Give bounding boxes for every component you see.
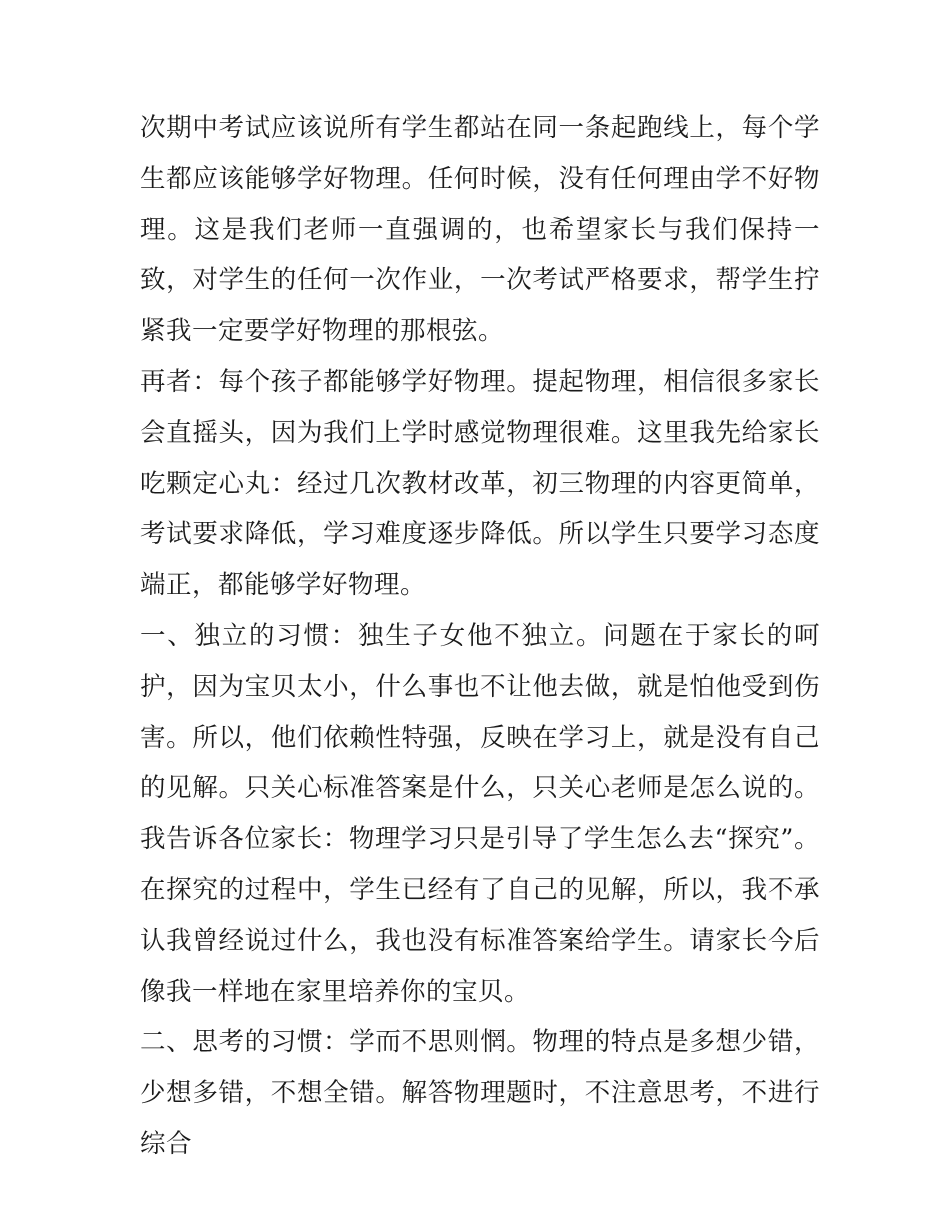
document-body	[140, 103, 820, 1170]
paragraph-every-child: 再者：每个孩子都能够学好物理。提起物理，相信很多家长会直摇头，因为我们上学时感觉物理很难。这里我先给家长吃颗定心丸：经过几次教材改革，初三物理的内容更简单，考试要求降低，学习难度逐步降低。所以学生只要学习态度端正，都能够学好物理。	[140, 366, 820, 601]
paragraph-intro-continuation: 次期中考试应该说所有学生都站在同一条起跑线上，每个学生都应该能够学好物理。任何时候，没有任何理由学不好物理。这是我们老师一直强调的，也希望家长与我们保持一致，对学生的任何一次作业，一次考试严格要求，帮学生拧紧我一定要学好物理的那根弦。	[140, 113, 820, 347]
paragraph-thinking-habit: 二、思考的习惯：学而不思则惘。物理的特点是多想少错，少想多错，不想全错。解答物理题时，不注意思考，不进行综合	[140, 1027, 820, 1159]
paragraph-independence-habit: 一、独立的习惯：独生子女他不独立。问题在于家长的呵护，因为宝贝太小，什么事也不让他去做，就是怕他受到伤害。所以，他们依赖性特强，反映在学习上，就是没有自己的见解。只关心标准答案是什么，只关心老师是怎么说的。我告诉各位家长：物理学习只是引导了学生怎么去“探究”。在探究的过程中，学生已经有了自己的见解，所以，我不承认我曾经说过什么，我也没有标准答案给学生。请家长今后像我一样地在家里培养你的宝贝。	[140, 620, 820, 1007]
